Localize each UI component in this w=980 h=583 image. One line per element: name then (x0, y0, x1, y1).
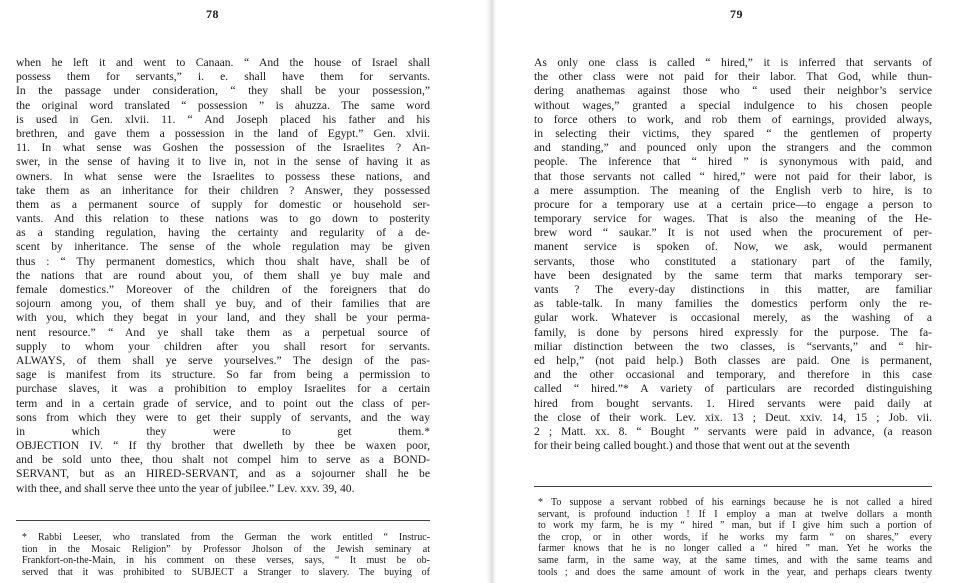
text-line: 11. In what sense was Goshen the possession of the Israelites ? An- (16, 141, 430, 155)
text-line: miliar distinction between the two classes, is “servants,” and “ hir- (534, 339, 932, 353)
text-line: thus : “ Thy permanent domestics, which thou shalt have, shall be of (16, 254, 430, 268)
text-line: servants, those who constituted a stationary part of the family, (534, 254, 932, 268)
text-line: supply to whom your children after you shall resort for servants. (16, 339, 430, 353)
text-line: brew word “ saukar.” It is not used when the procurement of per- (534, 226, 932, 240)
text-line: swer, in the sense of having it to live in, not in the sense of having it as (16, 155, 430, 169)
text-line: people. The inference that “ hired ” is synonymous with paid, and (534, 155, 932, 169)
text-line: gular work. Whatever is occasional merely, as the washing of a (534, 311, 932, 325)
text-line: dering anathemas against those who “ used their neighbor’s service (534, 84, 932, 98)
right-footnote-rule (534, 486, 932, 487)
text-line: as a standing regulation, having the certainty and regularity of a de- (16, 226, 430, 240)
text-line: procure for a temporary use at a certain price—to engage a person to (534, 197, 932, 211)
text-line: sage is manifest from its structure. So far from being a permission to (16, 368, 430, 382)
text-line: sons from which they were to get their supply of servants, and the way (16, 410, 430, 424)
text-line: family, is done by persons hired expressly for the purpose. The fa- (534, 325, 932, 339)
text-line: to force others to work, and rob them of earnings, provided always, (534, 112, 932, 126)
footnote-line: served that it was prohibited to SUBJECT a Stranger to slavery. The buying of (22, 566, 430, 578)
text-line: them as a permanent source of supply for domestic or household ser- (16, 197, 430, 211)
footnote-line: Frankfort-on-the-Main, in his comment on these verses, says, “ It must be ob- (22, 555, 430, 567)
text-line: with thee, and shall serve thee unto the year of jubilee.” Lev. xxv. 39, 40. (16, 481, 355, 495)
text-line: ed help,” (not paid help.) Both classes are paid. One is permanent, (534, 353, 932, 367)
text-line: brethren, and gave them a possession in the land of Egypt.” Gen. xlvii. (16, 126, 430, 140)
right-body-text (534, 56, 932, 453)
left-footnotes (22, 532, 430, 578)
footnote-line: same farm, in the same way, at the same times, and with the same teams and (538, 554, 932, 566)
left-footnote-rule (16, 520, 430, 521)
text-line: as table-talk. In many families the domestics perform only the re- (534, 297, 932, 311)
text-line: possess them for servants,” i. e. shall have them for servants. (16, 70, 430, 84)
footnote-line: * Rabbi Leeser, who translated from the German the work entitled “ Instruc- (22, 532, 430, 543)
text-line: female domestics.” Moreover of the children of the foreigners that do (16, 283, 430, 296)
text-line: nent resource.” “ And ye shall take them as a perpetual source of (16, 325, 430, 339)
text-line: hired from bought servants. 1. Hired servants were paid daily at (534, 396, 932, 410)
text-line: in which they were to get them.* (16, 424, 430, 438)
text-line: scent by inheritance. The sense of the whole regulation may be given (16, 240, 430, 254)
text-line: term and in a certain grade of service, and to point out the class of per- (16, 396, 430, 410)
text-line: the nations that are round about you, of them shall ye buy male and (16, 268, 430, 282)
right-page-number: 79 (730, 7, 743, 21)
text-line: is used in Gen. xlvii. 11. “ And Joseph placed his father and his (16, 112, 430, 126)
left-body-text (16, 56, 430, 496)
text-line: for their being called bought.) and those that went out at the seventh (534, 439, 850, 453)
footnote-line: * To suppose a servant robbed of his earnings because he is not called a hired (538, 497, 932, 508)
text-line: and standing,” and pounced only upon the strangers and the common (534, 141, 932, 155)
left-page-number: 78 (206, 7, 219, 21)
text-line: sojourn among you, of them shall ye buy, and of their families that are (16, 297, 430, 311)
text-line: have been designated by the same term that marks temporary ser- (534, 268, 932, 282)
right-page (490, 0, 980, 583)
right-footnotes (538, 497, 932, 578)
text-line: the original word translated “ possession ” is ahuzza. The same word (16, 98, 430, 112)
text-line: take them as an inheritance for their children ? Answer, they possessed (16, 183, 430, 197)
text-line: vants. And this relation to these nations was to go down to posterity (16, 212, 430, 226)
footnote-line: the crop, or in other words, if he works my farm “ on shares,” every (538, 531, 932, 543)
text-line: purchase slaves, it was a prohibition to employ Israelites for a certain (16, 382, 430, 396)
text-line: in selecting their victims, they spared “ the gentlemen of property (534, 126, 932, 140)
text-line: the other class were not paid for their labor. That God, while thun- (534, 70, 932, 84)
text-line: SERVANT, but as an HIRED-SERVANT, and as a sojourner shall he be (16, 467, 430, 481)
text-line: with you, which they begat in your land, and they shall be your perma- (16, 311, 430, 325)
text-line: temporary service for wages. That is also the meaning of the He- (534, 212, 932, 226)
text-line: a mere assumption. The meaning of the English verb to hire, is to (534, 183, 932, 197)
text-line: 2 ; Matt. xx. 8. “ Bought ” servants were paid in advance, (a reason (534, 424, 932, 438)
footnote-line: to work my farm, he is my “ hired ” man, but if I give him such a portion of (538, 520, 932, 532)
text-line: manent service is spoken of. Now, we ask, would permanent (534, 240, 932, 254)
text-line: In the passage under consideration, “ they shall be your possession,” (16, 84, 430, 98)
footnote-line: farmer knows that he is no longer called a “ hired ” man. Yet he works the (538, 543, 932, 555)
text-line: the close of their work. Lev. xix. 13 ; Deut. xxiv. 14, 15 ; Job. vii. (534, 410, 932, 424)
text-line: and be sold unto thee, thou shalt not compel him to serve as a BOND- (16, 453, 430, 467)
footnote-line: servant, is profound induction ! If I employ a man at twelve dollars a month (538, 508, 932, 520)
text-line: called “ hired.”* A variety of particulars are recorded distinguishing (534, 382, 932, 396)
text-line: and the other occasional and temporary, and therefore in this case (534, 368, 932, 382)
footnote-line: tion in the Mosaic Religion” by Professor Jholson of the Jewish seminary at (22, 543, 430, 555)
footnote-line: tools ; and does the same amount of work in the year, and perhaps clears twenty (538, 566, 932, 578)
text-line: when he left it and went to Canaan. “ And the house of Israel shall (16, 56, 430, 69)
text-line: As only one class is called “ hired,” it is inferred that servants of (534, 56, 932, 69)
text-line: vants ? The every-day distinctions in this matter, are familiar (534, 283, 932, 296)
text-line: without wages,” granted a special indulgence to his chosen people (534, 98, 932, 112)
text-line: owners. In what sense were the Israelites to possess these nations, and (16, 169, 430, 183)
text-line: ALWAYS, of them shall ye serve yourselves.” The design of the pas- (16, 353, 430, 367)
text-line: that those servants not called “ hired,” were not paid for their labor, is (534, 169, 932, 183)
text-line: OBJECTION IV. “ If thy brother that dwelleth by thee be waxen poor, (16, 439, 430, 453)
